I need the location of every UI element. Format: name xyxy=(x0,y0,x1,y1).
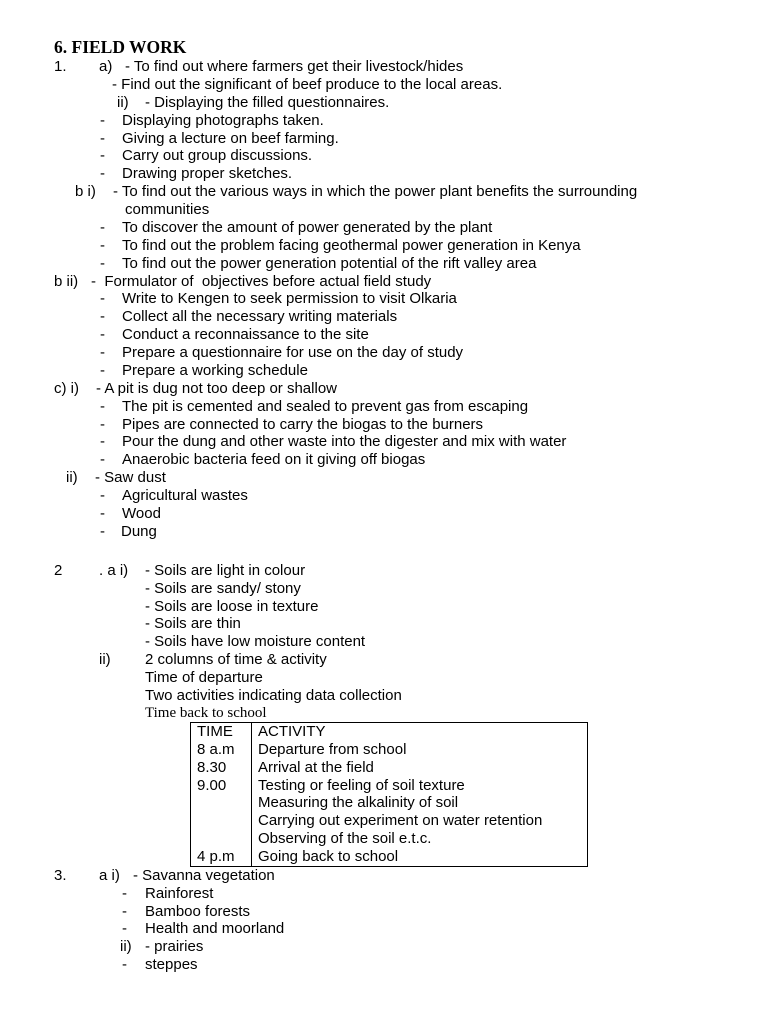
q3-a-i-line xyxy=(0,867,768,885)
list-item xyxy=(0,523,768,541)
q3-a-ii-line xyxy=(0,938,768,956)
q2-a-i-point: - Soils have low moisture content xyxy=(145,633,366,651)
q2-a-ii-label: ii) xyxy=(99,650,111,668)
bullet-dash: - xyxy=(100,218,105,236)
list-item xyxy=(0,112,768,130)
bullet-dash: - xyxy=(100,344,105,361)
q2-a-i-line xyxy=(0,633,768,651)
q1-b-i-line xyxy=(0,201,768,219)
list-item xyxy=(0,165,768,183)
q1-b-i-intro: - To find out the various ways in which the power plant benefits the surrounding xyxy=(113,183,638,201)
q1-b-ii-line xyxy=(0,273,768,291)
bullet-dash: - xyxy=(122,902,127,920)
q3-a-ii-intro: - prairies xyxy=(145,938,204,956)
q1-b-i-point: To find out the power generation potential of the rift valley area xyxy=(122,254,537,272)
bullet-dash: - xyxy=(100,397,105,415)
q3-a-i-point: Bamboo forests xyxy=(145,902,251,920)
cell-activity: Arrival at the field xyxy=(258,758,374,776)
q1-c-ii-label: ii) xyxy=(66,469,78,487)
table-row xyxy=(191,812,587,830)
cell-activity: Testing or feeling of soil texture xyxy=(258,776,465,794)
table-row xyxy=(191,777,587,795)
q1-b-ii-point: Collect all the necessary writing materials xyxy=(122,308,398,326)
q2-a-i-point: - Soils are light in colour xyxy=(145,562,306,579)
q1-b-i-point: To discover the amount of power generated by the plant xyxy=(122,218,493,236)
schedule-table xyxy=(190,722,588,867)
q1-a-ii-point: Carry out group discussions. xyxy=(122,147,313,165)
q1-a-ii-point: Giving a lecture on beef farming. xyxy=(122,129,339,147)
question-1 xyxy=(0,58,768,541)
q3-a-ii-point: steppes xyxy=(145,955,198,973)
list-item xyxy=(0,398,768,416)
list-item xyxy=(0,290,768,308)
q1-a-label: a) xyxy=(99,58,113,75)
header-time: TIME xyxy=(197,723,233,740)
list-item xyxy=(0,130,768,148)
table-row xyxy=(191,848,587,866)
q1-a-point: - To find out where farmers get their livestock/hides xyxy=(125,58,464,75)
q1-b-ii-point: Write to Kengen to seek permission to visit Olkaria xyxy=(122,290,457,308)
cell-time: 4 p.m xyxy=(197,848,235,866)
q2-a-i-line xyxy=(0,598,768,616)
q2-a-i-point: - Soils are thin xyxy=(145,615,241,633)
cell-activity: Departure from school xyxy=(258,740,407,758)
q1-c-i-point: Anaerobic bacteria feed on it giving off biogas xyxy=(122,451,426,469)
bullet-dash: - xyxy=(100,415,105,433)
q1-b-ii-label: b ii) xyxy=(54,272,79,290)
bullet-dash: - xyxy=(100,326,105,344)
list-item xyxy=(0,956,768,974)
q1-c-i-intro: - A pit is dug not too deep or shallow xyxy=(96,379,337,397)
q1-c-i-point: Pour the dung and other waste into the digester and mix with water xyxy=(122,433,567,451)
cell-time: 8.30 xyxy=(197,758,227,776)
q1-b-i-label: b i) xyxy=(75,183,96,201)
list-item xyxy=(0,505,768,523)
q3-a-i-point: Rainforest xyxy=(145,884,214,902)
q1-c-i-line xyxy=(0,380,768,398)
q1-c-ii-point: Agricultural wastes xyxy=(122,487,248,504)
table-row xyxy=(191,830,587,848)
cell-activity: Observing of the soil e.t.c. xyxy=(258,830,432,848)
cell-time: 8 a.m xyxy=(197,740,235,758)
list-item xyxy=(0,344,768,362)
question-3 xyxy=(0,867,768,974)
q1-c-i-point: Pipes are connected to carry the biogas to the burners xyxy=(122,415,484,433)
table-header-row xyxy=(191,723,587,741)
q1-a-ii-point: Displaying photographs taken. xyxy=(122,111,324,129)
list-item xyxy=(0,362,768,380)
bullet-dash: - xyxy=(122,884,127,902)
q2-a-i-line xyxy=(0,580,768,598)
q1-b-ii-point: Prepare a questionnaire for use on the day of study xyxy=(122,344,464,361)
bullet-dash: - xyxy=(100,129,105,147)
q3-a-i-label: a i) xyxy=(99,867,120,884)
q1-b-i-intro-continued: communities xyxy=(125,201,210,218)
table-row xyxy=(191,794,587,812)
q1-a-ii-label: ii) xyxy=(117,93,129,111)
q2-a-i-line xyxy=(0,615,768,633)
list-item xyxy=(0,147,768,165)
bullet-dash: - xyxy=(100,165,105,183)
bullet-dash: - xyxy=(100,111,105,129)
q2-a-ii-line xyxy=(0,651,768,669)
q1-number: 1. xyxy=(54,58,67,75)
bullet-dash: - xyxy=(100,147,105,165)
bullet-dash: - xyxy=(100,504,105,522)
q2-number: 2 xyxy=(54,562,63,579)
bullet-dash: - xyxy=(100,522,105,540)
table-row xyxy=(191,759,587,777)
list-item xyxy=(0,433,768,451)
q2-a-ii-line xyxy=(0,669,768,687)
q1-a-point: - Find out the significant of beef produce to the local areas. xyxy=(112,75,503,93)
q1-c-ii-intro: - Saw dust xyxy=(95,469,166,487)
cell-activity: Going back to school xyxy=(258,848,399,866)
q1-b-i-line xyxy=(0,183,768,201)
bullet-dash: - xyxy=(100,254,105,272)
q2-a-ii-point: Time back to school xyxy=(145,705,267,722)
q2-a-i-label: . a i) xyxy=(99,562,129,579)
q1-c-ii-point: Dung xyxy=(121,522,157,540)
list-item xyxy=(0,920,768,938)
q2-a-i-point: - Soils are sandy/ stony xyxy=(145,579,301,597)
q1-a-ii-line xyxy=(0,94,768,112)
bullet-dash: - xyxy=(100,236,105,254)
q1-a-line xyxy=(0,76,768,94)
list-item xyxy=(0,326,768,344)
list-item xyxy=(0,885,768,903)
q1-b-ii-intro: - Formulator of objectives before actual field study xyxy=(91,272,432,290)
q1-c-i-point: The pit is cemented and sealed to prevent gas from escaping xyxy=(122,397,529,415)
q2-a-i-point: - Soils are loose in texture xyxy=(145,597,319,615)
list-item xyxy=(0,487,768,505)
bullet-dash: - xyxy=(122,955,127,973)
bullet-dash: - xyxy=(100,361,105,379)
list-item xyxy=(0,451,768,469)
q3-a-i-point: Health and moorland xyxy=(145,920,285,938)
bullet-dash: - xyxy=(100,433,105,451)
list-item xyxy=(0,255,768,273)
q2-a-ii-point: Time of departure xyxy=(145,668,263,686)
list-item xyxy=(0,416,768,434)
bullet-dash: - xyxy=(100,290,105,308)
q2-a-ii-point: 2 columns of time & activity xyxy=(145,650,327,668)
bullet-dash: - xyxy=(100,487,105,504)
q1-a-ii-point: Drawing proper sketches. xyxy=(122,165,293,183)
cell-activity: Measuring the alkalinity of soil xyxy=(258,794,459,812)
q3-a-ii-label: ii) xyxy=(120,938,132,956)
q1-a-ii-intro: - Displaying the filled questionnaires. xyxy=(145,93,390,111)
q2-a-ii-line xyxy=(0,687,768,705)
q1-b-i-point: To find out the problem facing geothermal power generation in Kenya xyxy=(122,236,581,254)
bullet-dash: - xyxy=(100,308,105,326)
q1-c-ii-point: Wood xyxy=(122,504,161,522)
q1-c-i-label: c) i) xyxy=(54,379,79,397)
list-item xyxy=(0,219,768,237)
list-item xyxy=(0,308,768,326)
bullet-dash: - xyxy=(100,451,105,469)
q3-a-i-intro: - Savanna vegetation xyxy=(133,867,275,884)
question-2 xyxy=(0,562,768,722)
bullet-dash: - xyxy=(122,920,127,938)
cell-activity: Carrying out experiment on water retention xyxy=(258,812,543,830)
q3-number: 3. xyxy=(54,867,67,884)
cell-time: 9.00 xyxy=(197,776,227,794)
header-activity: ACTIVITY xyxy=(258,723,326,740)
q2-a-i-line xyxy=(0,562,768,580)
q1-c-ii-line xyxy=(0,469,768,487)
section-heading: 6. FIELD WORK xyxy=(54,37,187,57)
table-row xyxy=(191,741,587,759)
q2-a-ii-point: Two activities indicating data collection xyxy=(145,686,402,704)
q1-b-ii-point: Prepare a working schedule xyxy=(122,361,308,379)
q1-b-ii-point: Conduct a reconnaissance to the site xyxy=(122,326,369,344)
list-item xyxy=(0,903,768,921)
list-item xyxy=(0,237,768,255)
q1-a-line xyxy=(0,58,768,76)
q2-a-ii-line xyxy=(0,704,768,722)
